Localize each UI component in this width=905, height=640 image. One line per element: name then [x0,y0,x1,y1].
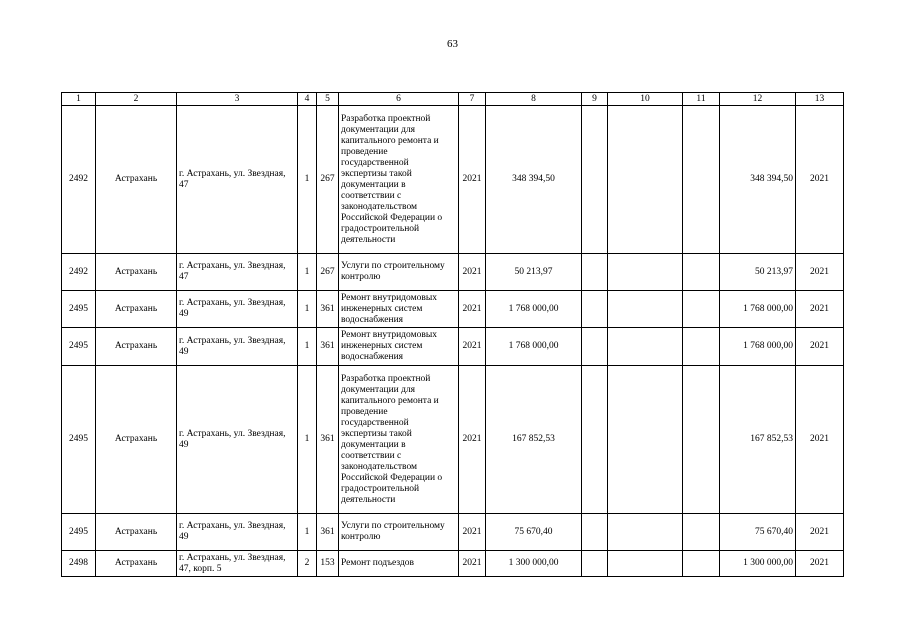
cell-col-11 [683,551,720,577]
column-header-11: 11 [683,93,720,106]
cell-work-type: Разработка проектной документации для капитального ремонта и проведение государственной экспертизы такой документации в соответствии с законодательством Российской Федерации о градостроительной деятельности [339,106,459,254]
cell-city: Астрахань [96,366,177,514]
cell-number: 2495 [62,366,96,514]
column-header-4: 4 [298,93,317,106]
cell-address: г. Астрахань, ул. Звездная, 49 [177,328,298,366]
cell-cost: 348 394,50 [486,106,582,254]
cell-col-5: 361 [317,291,339,328]
cell-col-10 [608,514,683,551]
cell-col-4: 1 [298,366,317,514]
cell-col-5: 361 [317,328,339,366]
cell-col-9 [582,106,608,254]
cell-col-9 [582,254,608,291]
cell-end-year: 2021 [796,366,844,514]
cell-total: 1 300 000,00 [720,551,796,577]
column-header-7: 7 [459,93,486,106]
cell-year: 2021 [459,254,486,291]
column-header-1: 1 [62,93,96,106]
column-header-6: 6 [339,93,459,106]
cell-number: 2492 [62,254,96,291]
cell-col-5: 153 [317,551,339,577]
cell-col-4: 1 [298,291,317,328]
table-row [62,291,844,328]
cell-year: 2021 [459,328,486,366]
cell-col-10 [608,291,683,328]
table-row [62,514,844,551]
cell-col-10 [608,328,683,366]
cell-cost: 50 213,97 [486,254,582,291]
cell-total: 348 394,50 [720,106,796,254]
cell-col-9 [582,291,608,328]
cell-cost: 167 852,53 [486,366,582,514]
cell-total: 50 213,97 [720,254,796,291]
cell-number: 2498 [62,551,96,577]
cell-col-9 [582,366,608,514]
table-row [62,254,844,291]
cell-col-10 [608,551,683,577]
cell-cost: 1 300 000,00 [486,551,582,577]
cell-total: 75 670,40 [720,514,796,551]
cell-total: 167 852,53 [720,366,796,514]
cell-col-4: 1 [298,106,317,254]
cell-cost: 1 768 000,00 [486,291,582,328]
cell-col-4: 1 [298,514,317,551]
cell-col-5: 361 [317,366,339,514]
cell-col-5: 267 [317,106,339,254]
page-number: 63 [447,38,458,50]
cell-address: г. Астрахань, ул. Звездная, 47 [177,254,298,291]
cell-end-year: 2021 [796,106,844,254]
cell-work-type: Ремонт внутридомовых инженерных систем водоснабжения [339,291,459,328]
cell-total: 1 768 000,00 [720,328,796,366]
cell-number: 2495 [62,291,96,328]
header-row [62,93,844,106]
cell-year: 2021 [459,291,486,328]
cell-number: 2495 [62,328,96,366]
cell-col-10 [608,366,683,514]
cell-city: Астрахань [96,551,177,577]
cell-col-9 [582,328,608,366]
cell-col-11 [683,291,720,328]
cell-address: г. Астрахань, ул. Звездная, 47 [177,106,298,254]
cell-number: 2492 [62,106,96,254]
cell-number: 2495 [62,514,96,551]
cell-end-year: 2021 [796,328,844,366]
cell-col-5: 361 [317,514,339,551]
cell-year: 2021 [459,106,486,254]
table-row [62,328,844,366]
cell-address: г. Астрахань, ул. Звездная, 49 [177,514,298,551]
cell-col-5: 267 [317,254,339,291]
cell-year: 2021 [459,366,486,514]
cell-col-9 [582,514,608,551]
table-row [62,366,844,514]
cell-col-11 [683,106,720,254]
column-header-13: 13 [796,93,844,106]
column-header-10: 10 [608,93,683,106]
cell-year: 2021 [459,514,486,551]
cell-year: 2021 [459,551,486,577]
cell-work-type: Услуги по строительному контролю [339,254,459,291]
cell-work-type: Ремонт внутридомовых инженерных систем водоснабжения [339,328,459,366]
capital-repair-table [61,92,844,577]
cell-address: г. Астрахань, ул. Звездная, 49 [177,366,298,514]
cell-cost: 1 768 000,00 [486,328,582,366]
cell-city: Астрахань [96,254,177,291]
cell-end-year: 2021 [796,514,844,551]
cell-city: Астрахань [96,291,177,328]
cell-end-year: 2021 [796,551,844,577]
cell-col-11 [683,366,720,514]
cell-end-year: 2021 [796,254,844,291]
column-header-8: 8 [486,93,582,106]
column-header-12: 12 [720,93,796,106]
cell-address: г. Астрахань, ул. Звездная, 47, корп. 5 [177,551,298,577]
cell-col-10 [608,106,683,254]
cell-col-4: 2 [298,551,317,577]
table-row [62,106,844,254]
cell-col-4: 1 [298,254,317,291]
column-header-2: 2 [96,93,177,106]
cell-total: 1 768 000,00 [720,291,796,328]
cell-col-11 [683,328,720,366]
column-header-5: 5 [317,93,339,106]
cell-work-type: Ремонт подъездов [339,551,459,577]
cell-city: Астрахань [96,514,177,551]
cell-end-year: 2021 [796,291,844,328]
cell-city: Астрахань [96,106,177,254]
cell-col-4: 1 [298,328,317,366]
cell-work-type: Услуги по строительному контролю [339,514,459,551]
cell-address: г. Астрахань, ул. Звездная, 49 [177,291,298,328]
cell-city: Астрахань [96,328,177,366]
cell-col-11 [683,514,720,551]
column-header-9: 9 [582,93,608,106]
cell-col-11 [683,254,720,291]
column-header-3: 3 [177,93,298,106]
cell-cost: 75 670,40 [486,514,582,551]
cell-work-type: Разработка проектной документации для капитального ремонта и проведение государственной экспертизы такой документации в соответствии с законодательством Российской Федерации о градостроительной деятельности [339,366,459,514]
cell-col-9 [582,551,608,577]
table-row [62,551,844,577]
cell-col-10 [608,254,683,291]
